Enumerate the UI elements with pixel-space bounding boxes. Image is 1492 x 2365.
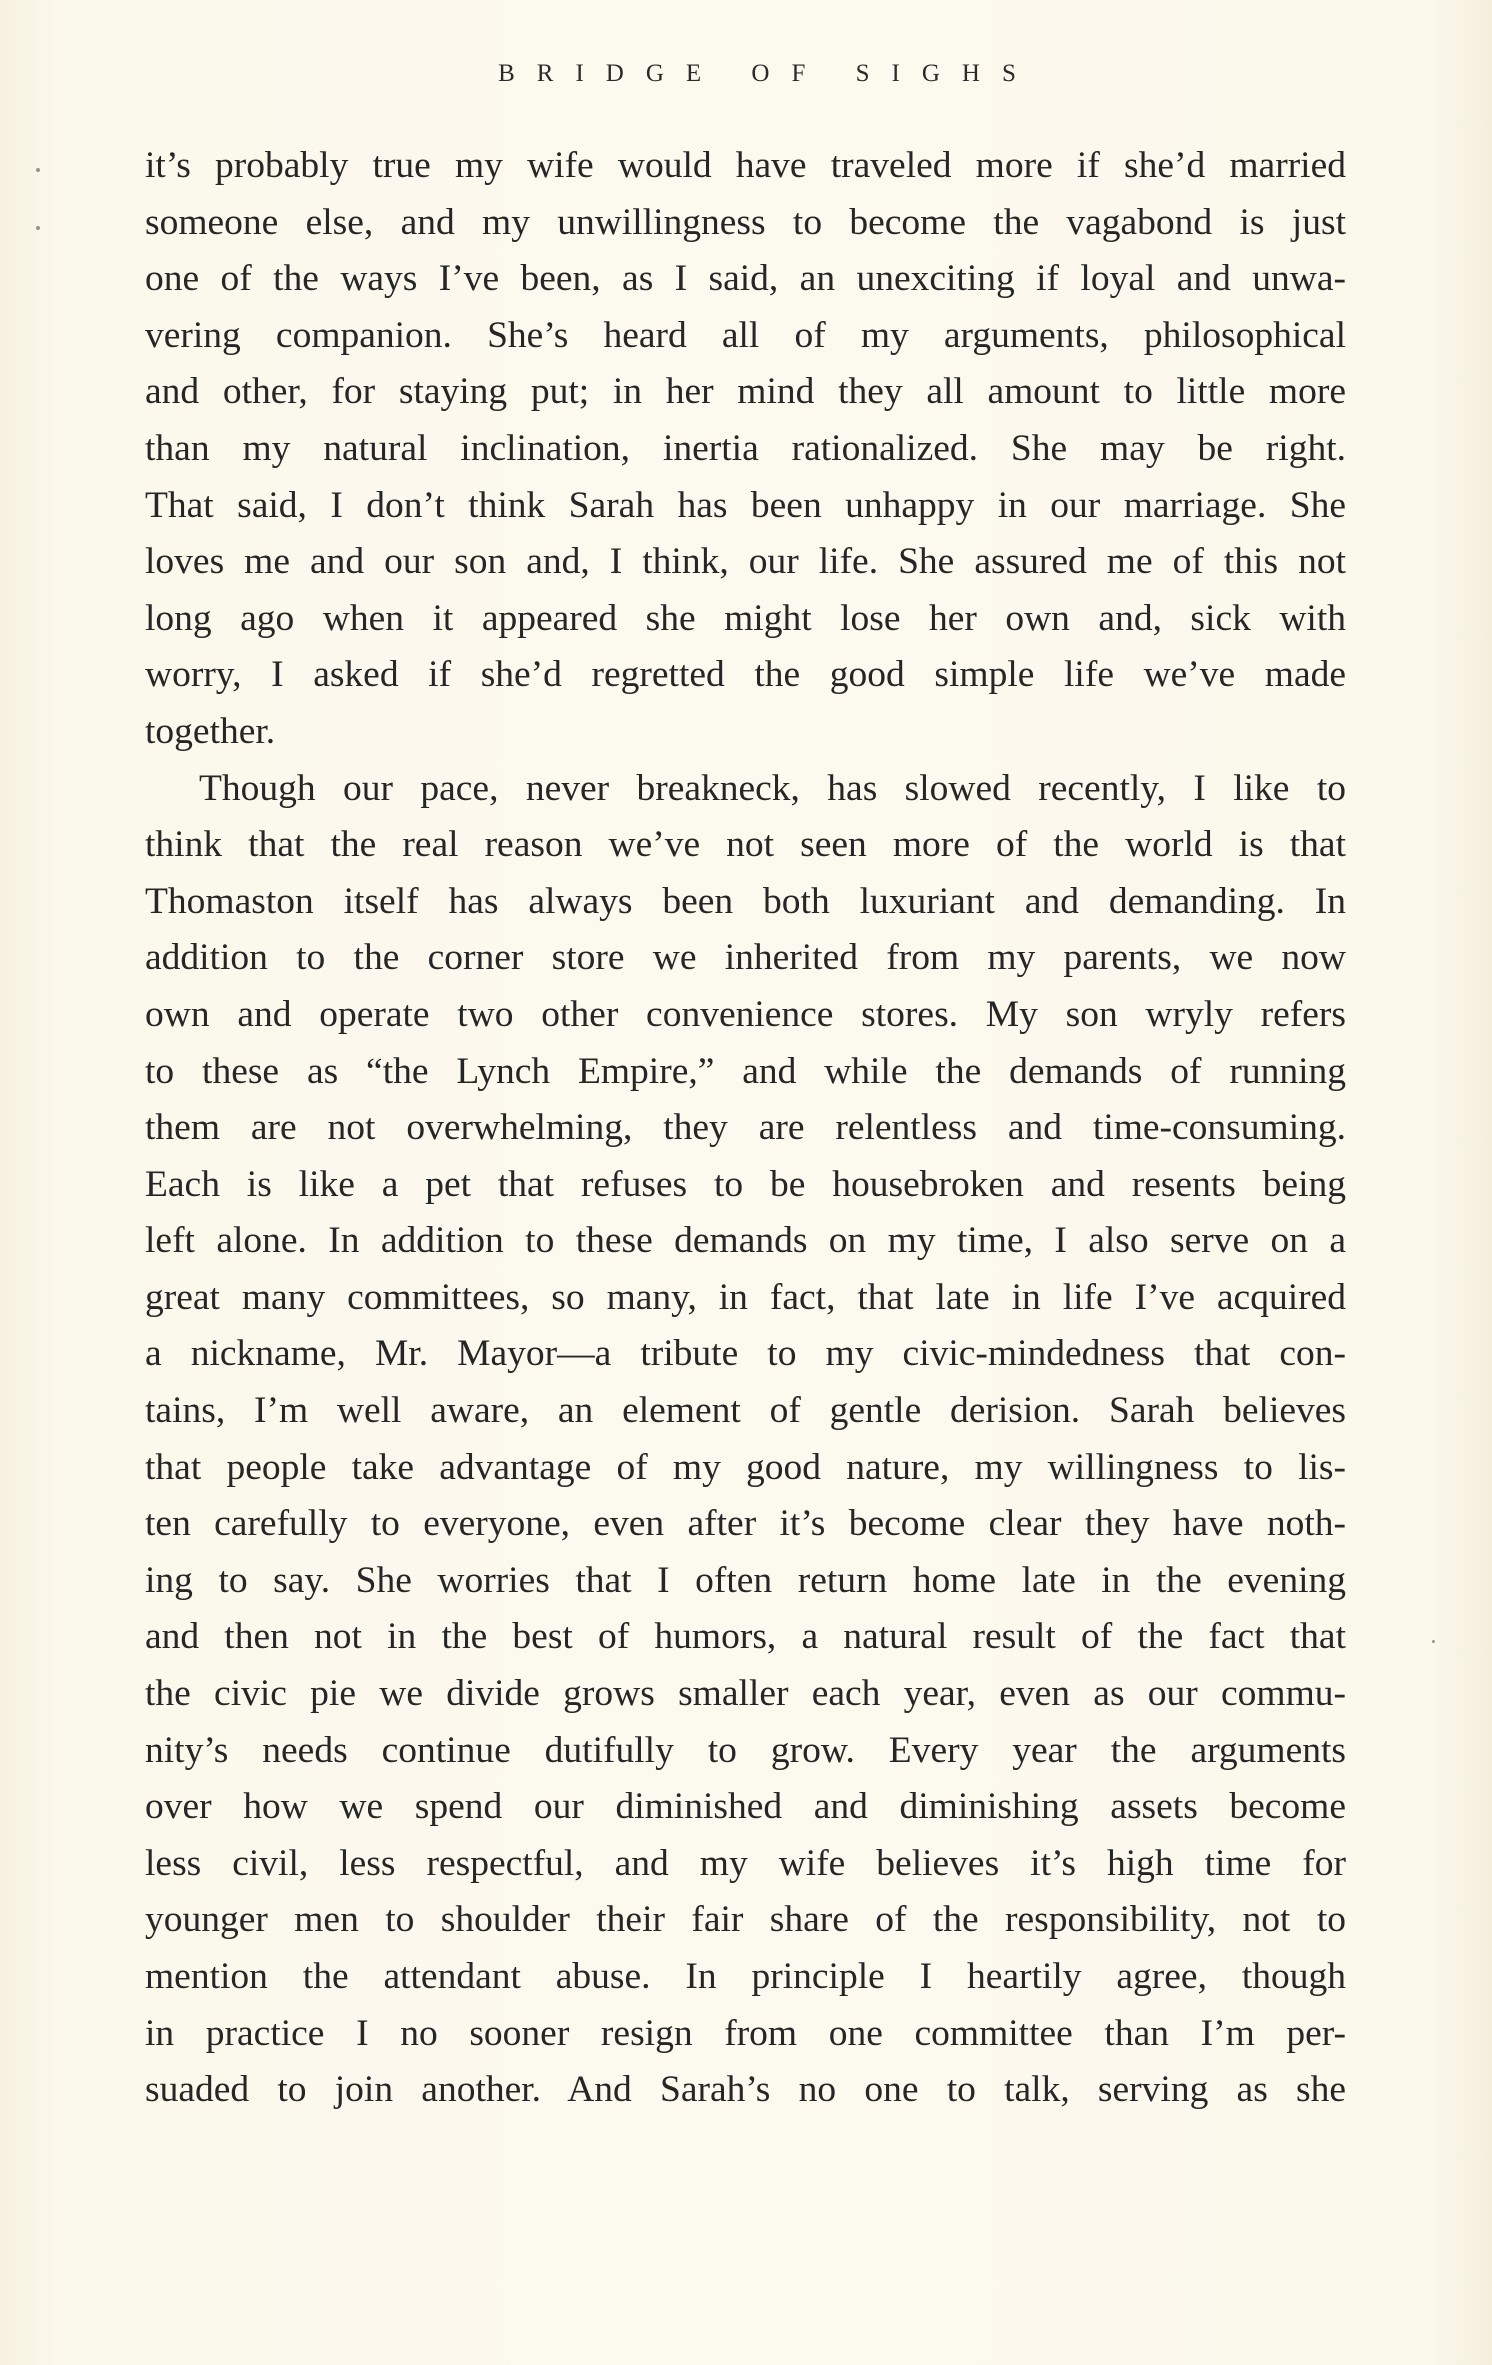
text-line: them are not overwhelming, they are relentless and time-consuming. <box>145 1107 1346 1149</box>
text-line: left alone. In addition to these demands on my time, I also serve on a <box>145 1220 1346 1262</box>
text-line: one of the ways I’ve been, as I said, an unexciting if loyal and unwa- <box>145 258 1346 300</box>
text-line: nity’s needs continue dutifully to grow. Every year the arguments <box>145 1729 1346 1771</box>
text-line: than my natural inclination, inertia rationalized. She may be right. <box>145 427 1346 469</box>
text-line: Thomaston itself has always been both luxuriant and demanding. In <box>145 880 1346 922</box>
text-line: the civic pie we divide grows smaller each year, even as our commu- <box>145 1673 1346 1715</box>
text-line: loves me and our son and, I think, our life. She assured me of this not <box>145 541 1346 583</box>
text-line: long ago when it appeared she might lose her own and, sick with <box>145 597 1346 639</box>
text-line: ten carefully to everyone, even after it’s become clear they have noth- <box>145 1503 1346 1545</box>
body-text <box>145 138 1346 2119</box>
margin-speck <box>1432 1640 1435 1643</box>
text-line: worry, I asked if she’d regretted the good simple life we’ve made <box>145 654 1346 696</box>
text-line: mention the attendant abuse. In principle I heartily agree, though <box>145 1956 1346 1997</box>
text-line: in practice I no sooner resign from one committee than I’m per- <box>145 2012 1346 2054</box>
text-line: suaded to join another. And Sarah’s no one to talk, serving as she <box>145 2069 1346 2111</box>
text-line: Each is like a pet that refuses to be housebroken and resents being <box>145 1163 1346 1205</box>
text-line: someone else, and my unwillingness to become the vagabond is just <box>145 201 1346 243</box>
text-line: and other, for staying put; in her mind they all amount to little more <box>145 371 1346 413</box>
text-line: and then not in the best of humors, a natural result of the fact that <box>145 1616 1346 1658</box>
text-line: a nickname, Mr. Mayor—a tribute to my civic-mindedness that con- <box>145 1333 1346 1375</box>
margin-speck <box>36 226 40 230</box>
text-line: addition to the corner store we inherited from my parents, we now <box>145 937 1346 979</box>
text-line: to these as “the Lynch Empire,” and while the demands of running <box>145 1050 1346 1092</box>
text-line: over how we spend our diminished and diminishing assets become <box>145 1786 1346 1828</box>
text-line: that people take advantage of my good nature, my willingness to lis- <box>145 1446 1346 1488</box>
text-line: think that the real reason we’ve not seen more of the world is that <box>145 824 1346 866</box>
text-line: ing to say. She worries that I often return home late in the evening <box>145 1559 1346 1601</box>
paragraph-2 <box>145 761 1346 2119</box>
text-line: together. <box>145 710 276 752</box>
text-line: it’s probably true my wife would have traveled more if she’d married <box>145 145 1346 186</box>
margin-speck <box>36 168 40 172</box>
running-head: BRIDGE OF SIGHS <box>498 60 1038 87</box>
text-line: great many committees, so many, in fact, that late in life I’ve acquired <box>145 1276 1346 1318</box>
text-line: That said, I don’t think Sarah has been unhappy in our marriage. She <box>145 484 1346 526</box>
text-line: younger men to shoulder their fair share of the responsibility, not to <box>145 1899 1346 1941</box>
paragraph-1 <box>145 138 1346 761</box>
text-line: Though our pace, never breakneck, has slowed recently, I like to <box>199 767 1346 809</box>
text-line: less civil, less respectful, and my wife believes it’s high time for <box>145 1842 1346 1884</box>
text-line: vering companion. She’s heard all of my arguments, philosophical <box>145 314 1346 356</box>
text-line: tains, I’m well aware, an element of gentle derision. Sarah believes <box>145 1390 1346 1432</box>
text-line: own and operate two other convenience stores. My son wryly refers <box>145 993 1346 1035</box>
